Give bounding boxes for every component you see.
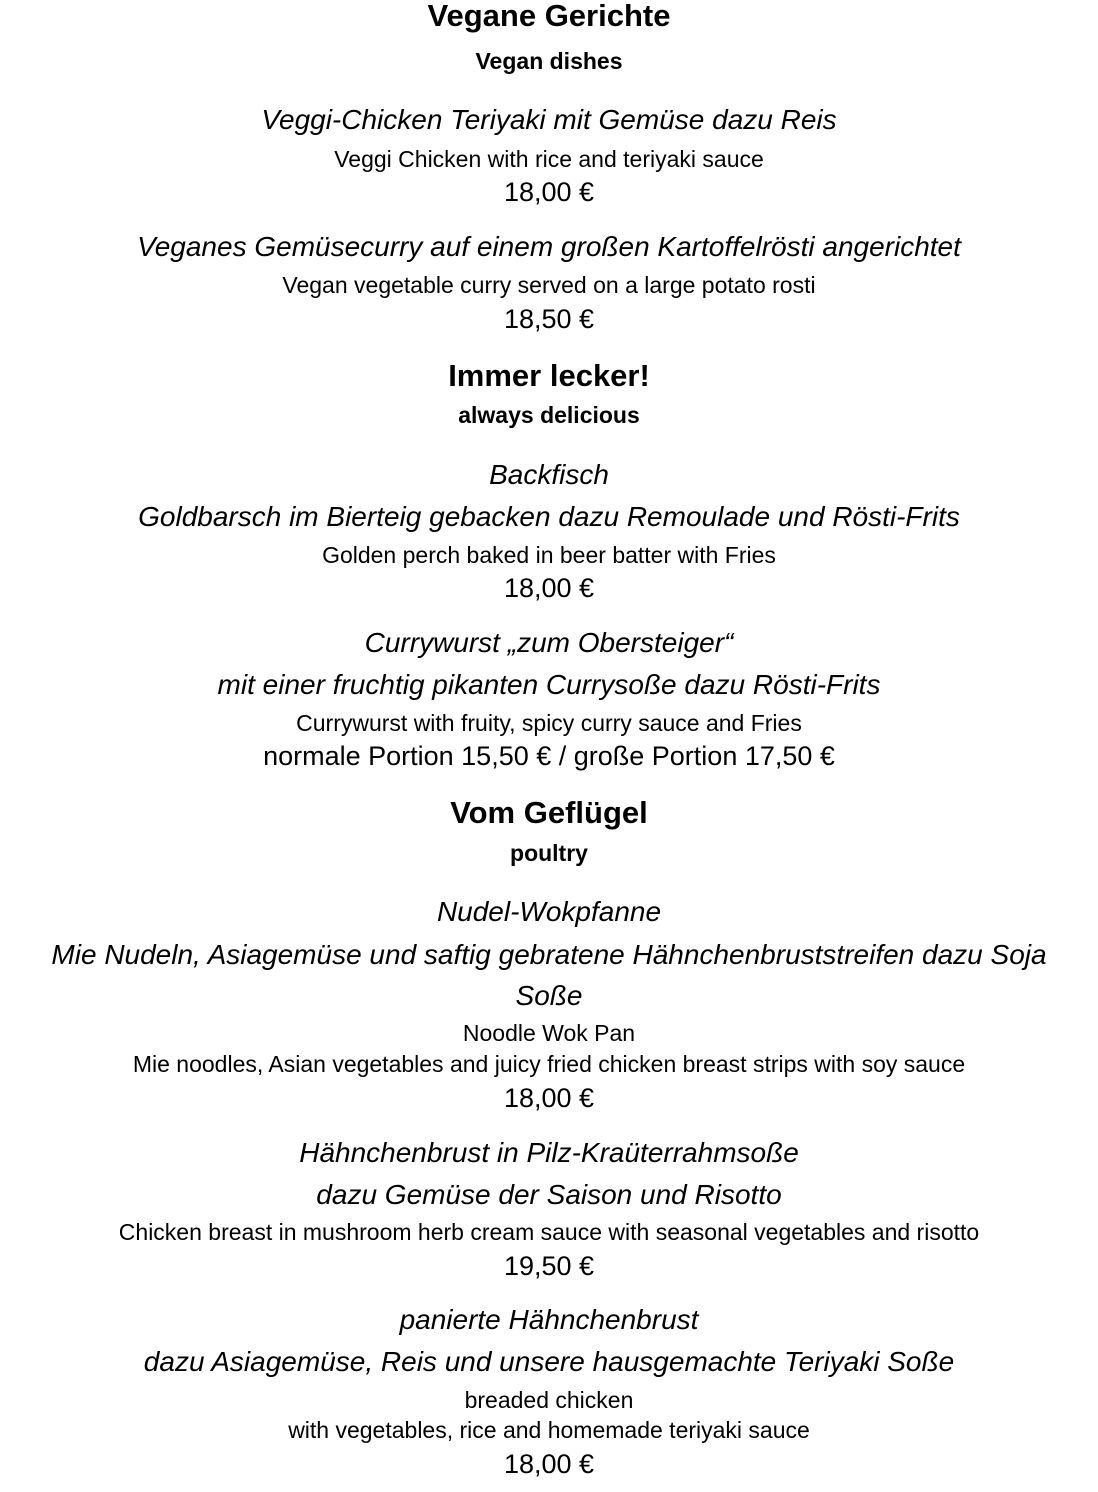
dish-translation: Noodle Wok Pan [462,1020,636,1046]
dish-name: Veganes Gemüsecurry auf einem großen Kartoffelrösti angerichtet [137,231,961,262]
section-subtitle: always delicious [458,402,640,428]
dish-price: 18,00 € [503,177,595,207]
dish-translation: Golden perch baked in beer batter with Fries [322,542,776,568]
dish-price: 18,00 € [503,1449,595,1479]
dish-name: panierte Hähnchenbrust [399,1304,699,1335]
dish-name: Backfisch [489,459,609,490]
dish-name: Veggi-Chicken Teriyaki mit Gemüse dazu Reis [261,104,837,135]
dish-price: 19,50 € [503,1251,595,1281]
section-title: Vegane Gerichte [427,0,671,33]
dish-name: Nudel-Wokpfanne [436,896,662,927]
dish-description: Soße [515,980,583,1011]
section-title: Immer lecker! [448,358,650,393]
dish-translation: Veggi Chicken with rice and teriyaki sauce [334,146,764,172]
section-title: Vom Geflügel [450,795,648,830]
dish-price: normale Portion 15,50 € / große Portion 17,50 € [263,741,835,771]
dish-translation: Mie noodles, Asian vegetables and juicy fried chicken breast strips with soy sauce [132,1051,966,1077]
dish-translation: Vegan vegetable curry served on a large potato rosti [282,272,816,298]
dish-name: Hähnchenbrust in Pilz-Kraüterrahmsoße [299,1137,799,1168]
dish-name: Currywurst „zum Obersteiger“ [364,627,734,658]
dish-translation: with vegetables, rice and homemade teriyaki sauce [288,1417,810,1443]
dish-description: Goldbarsch im Bierteig gebacken dazu Remoulade und Rösti-Frits [138,501,960,532]
dish-description: mit einer fruchtig pikanten Currysoße dazu Rösti-Frits [217,669,881,700]
dish-translation: Currywurst with fruity, spicy curry sauce and Fries [296,710,802,736]
section-subtitle: Vegan dishes [475,48,623,74]
dish-description: Mie Nudeln, Asiagemüse und saftig gebratene Hähnchenbruststreifen dazu Soja [51,939,1047,970]
dish-translation: Chicken breast in mushroom herb cream sauce with seasonal vegetables and risotto [118,1219,980,1245]
dish-translation: breaded chicken [464,1387,634,1413]
dish-price: 18,50 € [503,304,595,334]
dish-price: 18,00 € [503,573,595,603]
dish-description: dazu Gemüse der Saison und Risotto [316,1179,782,1210]
section-subtitle: poultry [510,840,588,866]
dish-price: 18,00 € [503,1083,595,1113]
dish-description: dazu Asiagemüse, Reis und unsere hausgemachte Teriyaki Soße [143,1346,955,1377]
